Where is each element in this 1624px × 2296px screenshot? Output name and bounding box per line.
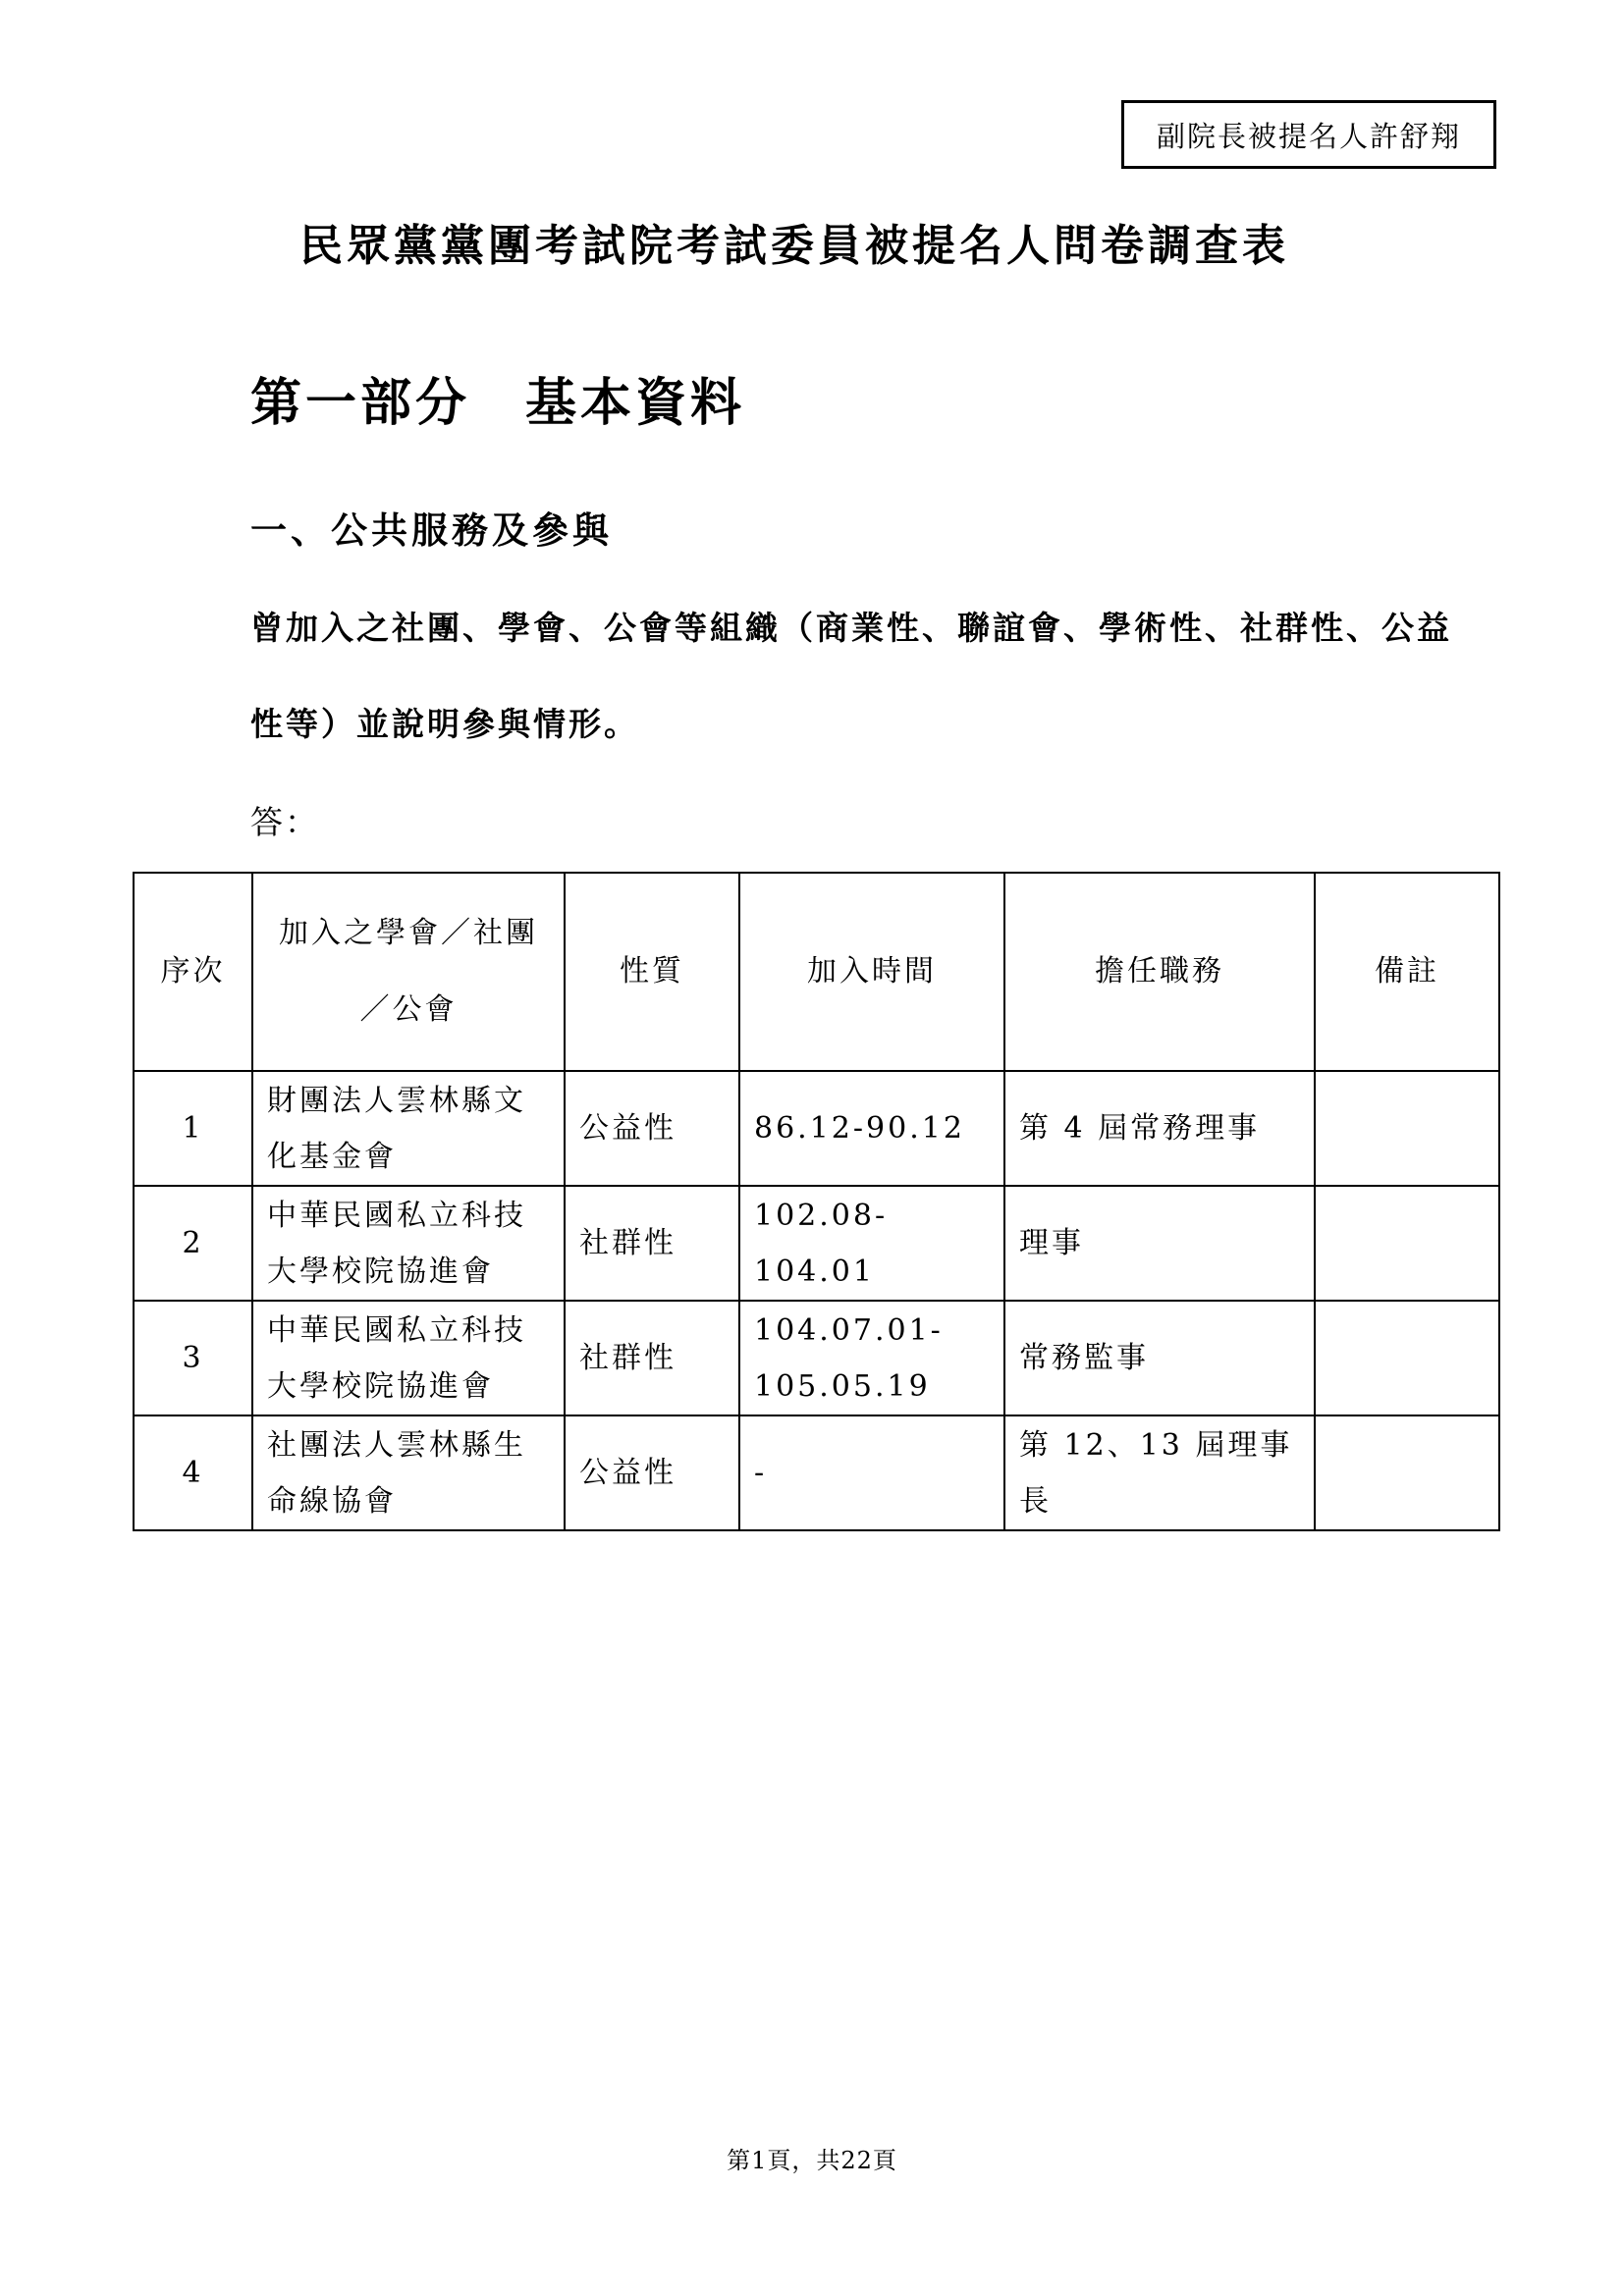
row-nature: 公益性 — [565, 1071, 739, 1186]
header-role: 擔任職務 — [1004, 873, 1315, 1071]
nominee-label: 副院長被提名人許舒翔 — [1156, 119, 1461, 153]
row-role: 第 12、13 屆理事長 — [1004, 1415, 1315, 1530]
table-row — [134, 1186, 1499, 1301]
nominee-label-box — [1121, 100, 1496, 169]
header-note: 備註 — [1315, 873, 1499, 1071]
table-row — [134, 1301, 1499, 1415]
row-note — [1315, 1415, 1499, 1530]
part-heading: 第一部分 基本資料 — [250, 373, 746, 433]
row-join-period: 104.07.01-105.05.19 — [739, 1301, 1004, 1415]
row-note — [1315, 1071, 1499, 1186]
row-role: 常務監事 — [1004, 1301, 1315, 1415]
row-index: 2 — [134, 1186, 252, 1301]
row-organization: 財團法人雲林縣文化基金會 — [252, 1071, 565, 1186]
row-nature: 社群性 — [565, 1186, 739, 1301]
row-join-period: 102.08-104.01 — [739, 1186, 1004, 1301]
row-role: 第 4 屆常務理事 — [1004, 1071, 1315, 1186]
row-join-period: 86.12-90.12 — [739, 1071, 1004, 1186]
row-note — [1315, 1186, 1499, 1301]
section-heading: 一、公共服務及參與 — [250, 508, 613, 552]
table-row — [134, 1415, 1499, 1530]
question-line-1: 曾加入之社團、學會、公會等組織（商業性、聯誼會、學術性、社群性、公益 — [250, 609, 1452, 647]
organization-table — [133, 872, 1500, 1531]
row-join-period: - — [739, 1415, 1004, 1530]
document-title: 民眾黨黨團考試院考試委員被提名人問卷調查表 — [299, 221, 1289, 271]
row-index: 1 — [134, 1071, 252, 1186]
header-nature: 性質 — [565, 873, 739, 1071]
row-organization: 社團法人雲林縣生命線協會 — [252, 1415, 565, 1530]
question-line-2: 性等）並說明參與情形。 — [250, 705, 639, 743]
row-nature: 公益性 — [565, 1415, 739, 1530]
row-role: 理事 — [1004, 1186, 1315, 1301]
row-note — [1315, 1301, 1499, 1415]
row-organization: 中華民國私立科技大學校院協進會 — [252, 1301, 565, 1415]
header-organization: 加入之學會／社團／公會 — [252, 873, 565, 1071]
header-join-period: 加入時間 — [739, 873, 1004, 1071]
table-row — [134, 1071, 1499, 1186]
row-nature: 社群性 — [565, 1301, 739, 1415]
row-index: 4 — [134, 1415, 252, 1530]
answer-label: 答： — [250, 803, 319, 841]
row-organization: 中華民國私立科技大學校院協進會 — [252, 1186, 565, 1301]
row-index: 3 — [134, 1301, 252, 1415]
header-index: 序次 — [134, 873, 252, 1071]
table-header-row — [134, 873, 1499, 1071]
page-footer: 第1頁，共22頁 — [727, 2147, 897, 2174]
